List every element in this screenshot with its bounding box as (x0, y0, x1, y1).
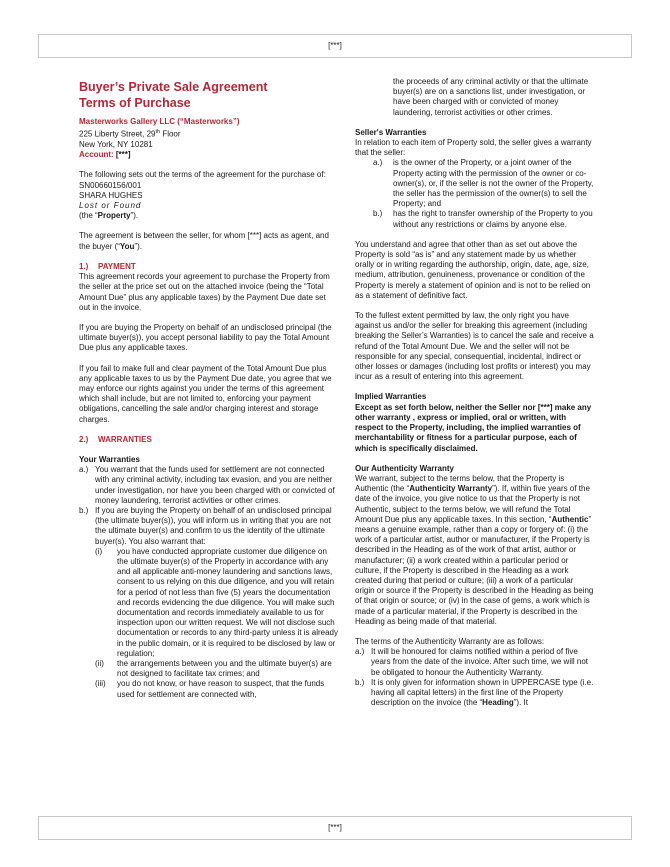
as-is-paragraph: You understand and agree that other than as set out above the Property is sold “as is” and any statement made by us whether orally or in writing regarding the authorship, origin, date, age, size, medium, attribution, genuineness, provenance or condition of the Property is merely a statement of opinion and is not to be relied on as a statement of definitive fact. (355, 239, 591, 300)
authenticity-term-b: b.) It is only given for information shown in UPPERCASE type (i.e. having all capital letters) in the first line of the Property description on the invoice (the “Heading”). It (355, 677, 594, 708)
parties-text: The agreement is between the seller, for whom [***] acts as agent, and the buyer (“You”). (79, 231, 329, 251)
authenticity-warranty-heading: Our Authenticity Warranty (355, 463, 454, 473)
warranty-continuation: the proceeds of any criminal activity or that the ultimate buyer(s) are on a sanctions list, under investigation, or have been charged with or convicted of money laundering, terrorist activities or other crimes. (393, 77, 589, 117)
account-line: Account: [***] (79, 150, 131, 160)
payment-paragraph-1: This agreement records your agreement to purchase the Property from the seller at the price set out on the attached invoice (being the “Total Amount Due” plus any applicable taxes) by the Payment Due date set out in the invoice. (79, 272, 330, 312)
footer-code: [***] (328, 823, 342, 832)
your-warranty-a: a.) You warrant that the funds used for settlement are not connected with any criminal activity, including tax evasion, and you are neither under investigation, nor have you been charged with or convicted of money laundering, terrorist activities or other crimes. (79, 465, 335, 505)
section-warranties-heading: 2.) WARRANTIES (79, 434, 152, 444)
your-warranty-b-i: (i) you have conducted appropriate customer due diligence on the ultimate buyer(s) of the Property in accordance with any and all applicable anti-money laundering and sanctions laws, consent to us relying on this due diligence, and you will retain for a period of not less than five (5) years the documentation and records evidencing the due diligence. You will make such documentation and records immediately available to us for inspection upon our written request. We will not disclose such documentation or records to any third-party unless it is already in the public domain, or it is required to be disclosed by law or regulation; (95, 546, 338, 658)
payment-paragraph-3: If you fail to make full and clear payment of the Total Amount Due plus any applicable taxes to us by the Payment Due date, you agree that we may enforce our rights against you under the terms of this agreement which shall include, but are not limited to, enforcing your payment obligations, cancelling the sale and/or charging interest and storage charges. (79, 363, 332, 424)
your-warranty-b-iii: (iii) you do not know, or have reason to suspect, that the funds used for settlement are connected with, (95, 679, 325, 699)
implied-warranties-heading: Implied Warranties (355, 392, 427, 402)
authenticity-warranty-body: We warrant, subject to the terms below, that the Property is Authentic (the “Authenticity Warranty”). If, within five years of the date of the invoice, you give notice to us that the Property is not Authentic, subject to the terms below, we will refund the Total Amount Due plus any applicable taxes. In this section, “Authentic” means a genuine example, rather than a copy or forgery of: (i) the work of a particular artist, author or manufacturer, if the Property is described in the Heading as of the work of that artist, author or manufacturer; (ii) a work created within a particular period or culture, if the Property is described in the Heading as a work created during that period or culture; (iii) a work of a particular origin or source if the Property is described in the Heading as being of that origin or source; or (iv) in the case of gems, a work which is made of a particular material, if the Property is described in the Heading as being made of that material. (355, 473, 594, 626)
artwork-title: Lost or Found (79, 201, 142, 211)
doc-title: Buyer’s Private Sale Agreement (79, 80, 268, 94)
seller-warranty-b: b.) has the right to transfer ownership of the Property to you without any restrictions or claims by anyone else. (373, 209, 593, 229)
your-warranty-b-ii: (ii) the arrangements between you and the ultimate buyer(s) are not designed to facilitate tax crimes; and (95, 659, 332, 679)
intro-text: The following sets out the terms of the agreement for the purchase of: (79, 170, 326, 180)
right-column (355, 77, 595, 708)
section-payment-heading: 1.) PAYMENT (79, 261, 136, 271)
remedy-paragraph: To the fullest extent permitted by law, the only right you have against us and/or the seller for breaking this agreement (including breaking the Seller’s Warranties) is to cancel the sale and receive a refund of the Total Amount Due. We and the seller will not be responsible for any special, consequential, incidental, indirect or other losses or damages (including lost profits or interest) you may incur as a result of entering into this agreement. (355, 311, 594, 382)
company-name: Masterworks Gallery LLC (“Masterworks”) (79, 117, 240, 126)
your-warranty-b: b.) If you are buying the Property on behalf of an undisclosed principal (the ultimate buyer(s)), you will inform us in writing that you are not the ultimate buyer(s) and confirm to us the identity of the ultimate buyer(s). You also warrant that: (79, 505, 332, 546)
left-column (79, 79, 339, 700)
page-header (38, 34, 632, 58)
header-code: [***] (328, 41, 342, 50)
address-line-1: 225 Liberty Street, 29th Floor (79, 129, 181, 139)
authenticity-term-a: a.) It will be honoured for claims notified within a period of five years from the date of the invoice. After such time, we will not be obligated to honour the Authenticity Warranty. (355, 647, 588, 677)
seller-warranty-a: a.) is the owner of the Property, or a joint owner of the Property acting with the permission of the owner or co-owner(s), or, if the seller is not the owner of the Property, the seller has the permission of the owner(s) to sell the Property; and (373, 158, 594, 209)
your-warranties-heading: Your Warranties (79, 454, 140, 464)
doc-subtitle: Terms of Purchase (79, 96, 191, 110)
page-footer (38, 816, 632, 840)
sellers-warranties-heading: Seller's Warranties (355, 127, 427, 137)
authenticity-terms-intro: The terms of the Authenticity Warranty are as follows: (355, 636, 545, 646)
address-line-2: New York, NY 10281 (79, 140, 153, 150)
implied-warranties-body: Except as set forth below, neither the Seller nor [***] make any other warranty , express or implied, oral or written, with respect to the Property, including, the implied warranties of merchantability or fitness for a particular purpose, each of which is specifically disclaimed. (355, 402, 592, 453)
lot-number: SN00660156/001 (79, 180, 142, 190)
property-definition: (the “Property”). (79, 211, 139, 221)
sellers-warranties-intro: In relation to each item of Property sold, the seller gives a warranty that the seller: (355, 138, 592, 158)
artist-name: SHARA HUGHES (79, 190, 143, 200)
payment-paragraph-2: If you are buying the Property on behalf of an undisclosed principal (the ultimate buyer(s)), you accept personal liability to pay the Total Amount Due plus any applicable taxes. (79, 322, 332, 353)
